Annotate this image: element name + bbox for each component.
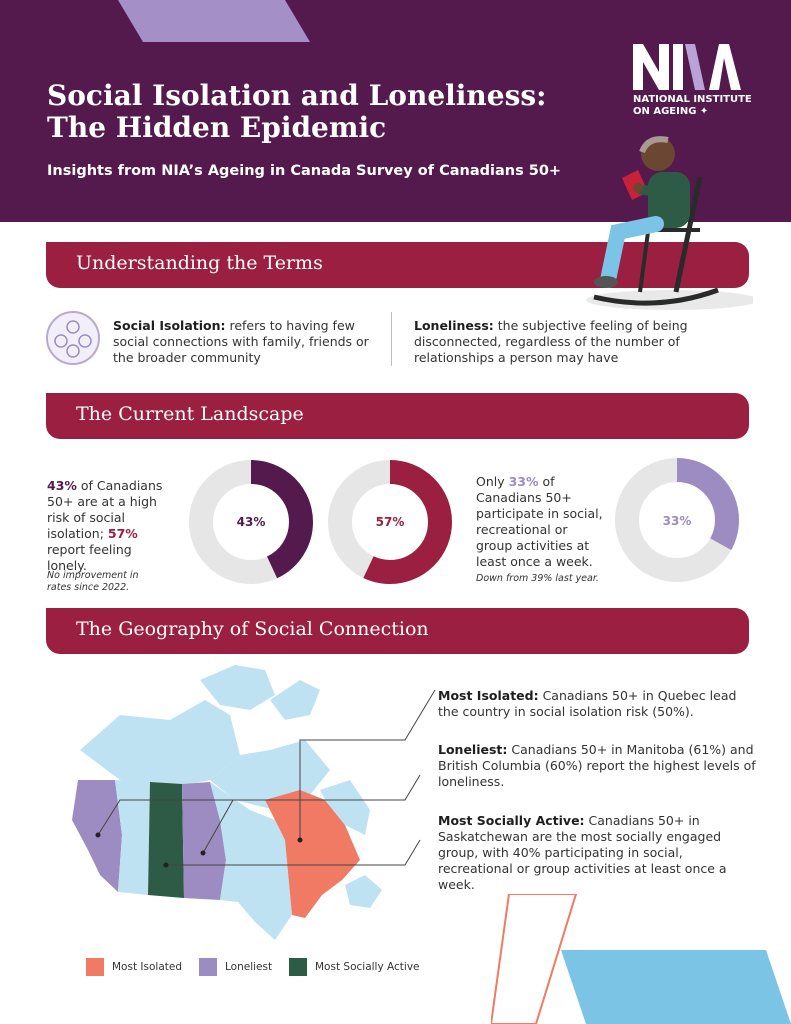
term-social-isolation-title: Social Isolation: xyxy=(113,318,226,333)
legend-swatch-loneliest xyxy=(199,958,217,976)
section-title-geography: The Geography of Social Connection xyxy=(76,618,429,640)
callout-most-isolated xyxy=(438,688,758,720)
title-line-2: The Hidden Epidemic xyxy=(47,111,387,144)
section-banner-geography xyxy=(46,608,749,654)
nia-logo-mark xyxy=(633,44,745,90)
note-down-from: Down from 39% last year. xyxy=(476,573,599,584)
canada-map xyxy=(60,660,460,960)
stat-loneliness-pct: 57% xyxy=(107,526,138,541)
legend-most-active xyxy=(289,958,420,976)
footer-decoration xyxy=(491,894,791,1024)
callout-loneliest-title: Loneliest: xyxy=(438,742,508,757)
stat-participation-prefix: Only xyxy=(476,474,509,489)
callout-most-active-title: Most Socially Active: xyxy=(438,813,585,828)
donut-isolation-label: 43% xyxy=(236,515,266,529)
section-banner-landscape xyxy=(46,393,749,439)
stat-participation-pct: 33% xyxy=(508,474,539,489)
social-circle-icon xyxy=(46,311,100,365)
term-loneliness-definition: the subjective feeling of being disconnected, regardless of the number of relationships a person may have xyxy=(414,318,688,365)
marker-sk xyxy=(164,863,169,868)
term-social-isolation-definition: refers to having few social connections with family, friends or the broader community xyxy=(113,318,369,365)
legend-most-isolated xyxy=(86,958,182,976)
callout-most-active-text: Canadians 50+ in Saskatchewan are the most socially engaged group, with 40% participating in social, recreational or group activities at least once a week. xyxy=(438,813,727,892)
legend-loneliest xyxy=(199,958,272,976)
stat-isolation-loneliness xyxy=(47,478,172,574)
stat-participation xyxy=(476,474,606,570)
map-saskatchewan xyxy=(148,782,184,898)
stat-isolation-pct: 43% xyxy=(47,478,77,493)
section-title-terms: Understanding the Terms xyxy=(76,252,323,274)
stat-loneliness-text: report feeling lonely. xyxy=(47,542,132,573)
section-title-landscape: The Current Landscape xyxy=(76,403,304,425)
legend-swatch-most-isolated xyxy=(86,958,104,976)
term-social-isolation xyxy=(113,318,373,366)
legend-label-loneliest: Loneliest xyxy=(225,961,273,973)
legend-label-most-active: Most Socially Active xyxy=(315,961,420,973)
logo-wordmark xyxy=(633,94,763,118)
terms-divider xyxy=(391,312,392,366)
term-loneliness xyxy=(414,318,724,366)
note-no-improvement: No improvement in rates since 2022. xyxy=(47,570,139,593)
stat-participation-text: of Canadians 50+ participate in social, recreational or group activities at least once a week. xyxy=(476,474,603,569)
donut-participation-label: 33% xyxy=(662,514,692,528)
term-loneliness-title: Loneliness: xyxy=(414,318,494,333)
donut-loneliness-label: 57% xyxy=(375,515,405,529)
callout-most-isolated-text: Canadians 50+ in Quebec lead the country in social isolation risk (50%). xyxy=(438,688,737,719)
map-arctic-islands xyxy=(200,665,275,710)
legend-swatch-most-active xyxy=(289,958,307,976)
nia-logo xyxy=(633,44,753,117)
callout-most-active xyxy=(438,813,758,893)
marker-qc xyxy=(298,838,303,843)
page-title xyxy=(47,80,587,144)
stat-isolation-text: of Canadians 50+ are at a high risk of social isolation; xyxy=(47,478,163,541)
marker-bc xyxy=(96,833,101,838)
callout-most-isolated-title: Most Isolated: xyxy=(438,688,539,703)
title-line-1: Social Isolation and Loneliness: xyxy=(47,79,547,112)
legend-label-most-isolated: Most Isolated xyxy=(112,961,182,973)
marker-mb xyxy=(201,851,206,856)
maple-leaf-icon: ✦ xyxy=(699,106,709,117)
map-arctic-islands-2 xyxy=(270,680,320,720)
callout-loneliest xyxy=(438,742,758,790)
logo-line-2: ON AGEING ✦ xyxy=(633,106,709,117)
person-rocking-chair-illustration xyxy=(578,132,753,312)
map-maritimes xyxy=(345,875,382,908)
page-subtitle: Insights from NIA’s Ageing in Canada Survey of Canadians 50+ xyxy=(47,163,562,179)
callout-loneliest-text: Canadians 50+ in Manitoba (61%) and British Columbia (60%) report the highest levels of loneliness. xyxy=(438,742,756,789)
logo-line-1: NATIONAL INSTITUTE xyxy=(633,94,752,105)
